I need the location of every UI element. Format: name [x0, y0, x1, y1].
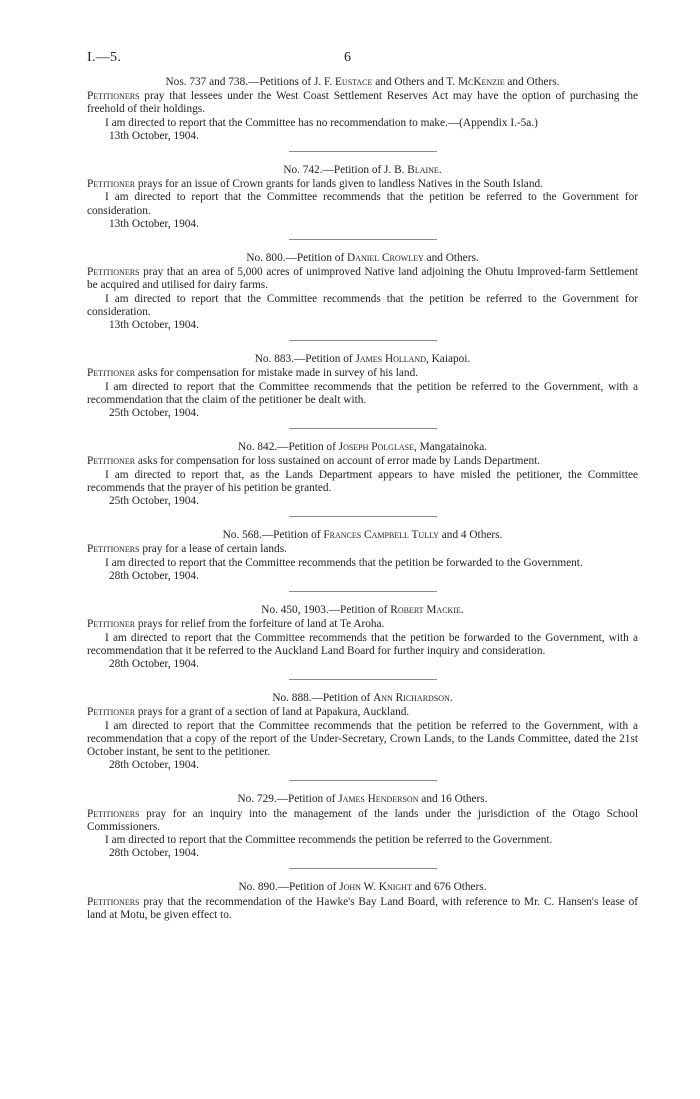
- committee-report: I am directed to report that the Committee recommends that the petition be referred to the Government, with a recommendation that a copy of the report of the Under-Secretary, Crown Lands, to the Lands Committee, dated the 21st October instant, be sent to the petitioner.: [87, 719, 638, 758]
- petitions-list: [87, 76, 638, 922]
- petitioner-name: Joseph Polglase: [338, 441, 414, 454]
- petition-title: No. 450, 1903.—Petition of Robert Mackie.: [261, 604, 464, 617]
- petitioner-name: Blaine: [407, 164, 439, 177]
- petition-prayer: Petitioners pray for an inquiry into the management of the lands under the jurisdiction of the Otago School Commissioners.: [87, 807, 638, 833]
- petition-title: No. 883.—Petition of James Holland, Kaiapoi.: [254, 353, 471, 366]
- section-divider: [289, 239, 437, 240]
- page-number: 6: [344, 50, 352, 65]
- section-divider: [289, 428, 437, 429]
- petition-entry: [87, 252, 638, 341]
- petition-title: No. 729.—Petition of James Henderson and 16 Others.: [237, 793, 488, 806]
- report-date: 25th October, 1904.: [109, 407, 199, 420]
- document-reference: I.—5.: [87, 50, 122, 65]
- petition-title: No. 842.—Petition of Joseph Polglase, Mangatainoka.: [237, 441, 488, 454]
- petition-title: No. 888.—Petition of Ann Richardson.: [272, 692, 453, 705]
- petitioner-name: John W. Knight: [339, 881, 412, 894]
- petitioner-name: James Henderson: [338, 793, 419, 806]
- petition-prayer: Petitioner asks for compensation for mistake made in survey of his land.: [87, 367, 419, 380]
- section-divider: [289, 679, 437, 680]
- report-date: 28th October, 1904.: [109, 759, 199, 772]
- petition-entry: [87, 529, 638, 592]
- petitioner-name: Frances Campbell Tully: [323, 529, 439, 542]
- petition-prayer: Petitioners pray that lessees under the West Coast Settlement Reserves Act may have the option of purchasing the freehold of their holdings.: [87, 90, 638, 116]
- section-divider: [289, 591, 437, 592]
- petitioner-name: Eustace: [335, 76, 373, 88]
- petitioner-name: Robert Mackie: [390, 604, 461, 617]
- committee-report: I am directed to report that the Committee recommends that the petition be referred to the Government for consideration.: [87, 292, 638, 318]
- committee-report: I am directed to report that the Committee recommends that the petition be forwarded to the Government, with a recommendation that it be referred to the Auckland Land Board for further inquiry and consideration.: [87, 631, 638, 657]
- petitioner-name: McKenzie: [457, 76, 505, 88]
- petition-entry: [87, 692, 638, 781]
- petition-entry: [87, 353, 638, 429]
- committee-report: I am directed to report that the Committee has no recommendation to make.—(Appendix I.-5a.): [105, 116, 538, 129]
- petitioner-name: Ann Richardson: [373, 692, 450, 705]
- petition-entry: [87, 604, 638, 680]
- committee-report: I am directed to report that the Committee recommends that the petition be forwarded to the Government.: [105, 556, 583, 569]
- petition-prayer: Petitioners pray that the recommendation of the Hawke's Bay Land Board, with reference to Mr. C. Hansen's lease of land at Motu, be given effect to.: [87, 895, 638, 921]
- committee-report: I am directed to report that the Committee recommends that the petition be referred to the Government, with a recommendation that the claim of the petitioner be dealt with.: [87, 380, 638, 406]
- report-date: 28th October, 1904.: [109, 847, 199, 860]
- petition-title: No. 890.—Petition of John W. Knight and 676 Others.: [238, 881, 487, 894]
- report-date: 28th October, 1904.: [109, 657, 199, 670]
- petition-prayer: Petitioners pray for a lease of certain lands.: [87, 543, 287, 556]
- committee-report: I am directed to report that, as the Lands Department appears to have misled the petitioner, the Committee recommends that the prayer of his petition be granted.: [87, 468, 638, 494]
- report-date: 25th October, 1904.: [109, 495, 199, 508]
- petition-entry: [87, 441, 638, 517]
- petition-title: No. 800.—Petition of Daniel Crowley and Others.: [246, 252, 479, 265]
- petition-prayer: Petitioner asks for compensation for loss sustained on account of error made by Lands Department.: [87, 455, 541, 468]
- section-divider: [289, 516, 437, 517]
- report-date: 13th October, 1904.: [109, 319, 199, 332]
- petition-prayer: Petitioner prays for an issue of Crown grants for lands given to landless Natives in the South Island.: [87, 178, 543, 191]
- report-date: 13th October, 1904.: [109, 217, 199, 230]
- committee-report: I am directed to report that the Committee recommends the petition be referred to the Government.: [105, 833, 553, 846]
- section-divider: [289, 151, 437, 152]
- report-date: 28th October, 1904.: [109, 569, 199, 582]
- section-divider: [289, 340, 437, 341]
- petition-title: No. 568.—Petition of Frances Campbell Tully and 4 Others.: [222, 529, 503, 542]
- section-divider: [289, 868, 437, 869]
- petition-entry: [87, 164, 638, 240]
- petitioner-name: Daniel Crowley: [347, 252, 424, 265]
- petition-prayer: Petitioner prays for a grant of a section of land at Papakura, Auckland.: [87, 706, 410, 719]
- petitioner-name: James Holland: [355, 353, 426, 366]
- petition-prayer: Petitioners pray that an area of 5,000 acres of unimproved Native land adjoining the Ohutu Improved-farm Settlement be acquired and utilised for dairy farms.: [87, 266, 638, 292]
- petition-entry: [87, 793, 638, 869]
- petition-entry: [87, 881, 638, 922]
- committee-report: I am directed to report that the Committee recommends that the petition be referred to the Government for consideration.: [87, 191, 638, 217]
- petition-prayer: Petitioner prays for relief from the forfeiture of land at Te Aroha.: [87, 618, 385, 631]
- petition-title: No. 742.—Petition of J. B. Blaine.: [283, 164, 442, 177]
- report-date: 13th October, 1904.: [109, 129, 199, 142]
- petition-entry: [87, 76, 638, 152]
- section-divider: [289, 780, 437, 781]
- petition-title: Nos. 737 and 738.—Petitions of J. F. Eustace and Others and T. McKenzie and Others.: [165, 76, 560, 88]
